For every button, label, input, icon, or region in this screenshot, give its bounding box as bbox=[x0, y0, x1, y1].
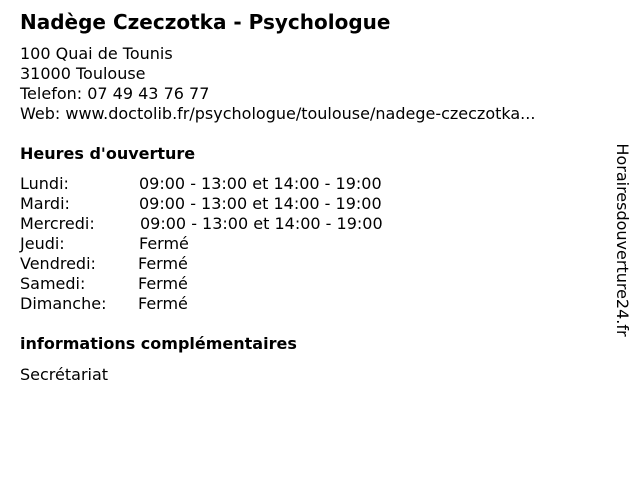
additional-info-heading: informations complémentaires bbox=[20, 334, 297, 353]
day-label: Lundi: bbox=[20, 174, 69, 193]
website-link[interactable]: Web: www.doctolib.fr/psychologue/toulouse/nadege-czeczotka... bbox=[20, 104, 536, 123]
hours-value: 09:00 - 13:00 et 14:00 - 19:00 bbox=[139, 194, 382, 213]
hours-value: Fermé bbox=[138, 294, 188, 313]
opening-hours-heading: Heures d'ouverture bbox=[20, 144, 196, 163]
day-label: Mardi: bbox=[20, 194, 70, 213]
day-label: Vendredi: bbox=[20, 254, 96, 273]
hours-value: Fermé bbox=[139, 234, 189, 253]
site-watermark: Horairesdouverture24.fr bbox=[613, 143, 632, 337]
day-label: Jeudi: bbox=[20, 234, 65, 253]
address-street: 100 Quai de Tounis bbox=[20, 44, 173, 63]
additional-info-text: Secrétariat bbox=[20, 365, 109, 384]
hours-value: 09:00 - 13:00 et 14:00 - 19:00 bbox=[140, 214, 383, 233]
phone-number: Telefon: 07 49 43 76 77 bbox=[20, 84, 210, 103]
day-label: Samedi: bbox=[20, 274, 86, 293]
hours-value: Fermé bbox=[138, 274, 188, 293]
address-block bbox=[20, 44, 535, 124]
hours-value: 09:00 - 13:00 et 14:00 - 19:00 bbox=[139, 174, 382, 193]
day-label: Dimanche: bbox=[20, 294, 107, 313]
day-label: Mercredi: bbox=[20, 214, 95, 233]
address-city: 31000 Toulouse bbox=[20, 64, 146, 83]
hours-value: Fermé bbox=[138, 254, 188, 273]
page-title: Nadège Czeczotka - Psychologue bbox=[20, 10, 391, 34]
